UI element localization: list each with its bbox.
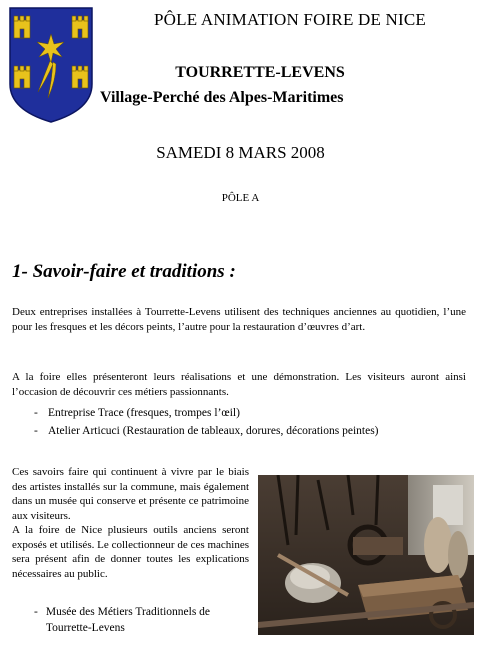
organizer-title: PÔLE ANIMATION FOIRE DE NICE bbox=[154, 10, 426, 29]
paragraph-fair: A la foire elles présenteront leurs réalisations et une démonstration. Les visiteurs auront ainsi l’occasion de découvrir ces métiers passionnants. bbox=[12, 371, 466, 398]
list-dash: - bbox=[34, 606, 38, 618]
paragraph-intro: Deux entreprises installées à Tourrette-Levens utilisent des techniques anciennes au quotidien, l’une pour les fresques et les décors peints, l’autre pour la restauration d’œuvres d’art. bbox=[12, 306, 466, 333]
workshop-tools-photo bbox=[258, 475, 474, 635]
event-date: SAMEDI 8 MARS 2008 bbox=[156, 143, 325, 162]
pole-label: PÔLE A bbox=[221, 192, 260, 204]
town-tagline: Village-Perché des Alpes-Maritimes bbox=[100, 89, 344, 106]
section-title: 1- Savoir-faire et traditions : bbox=[12, 261, 236, 282]
coat-of-arms-icon bbox=[8, 6, 94, 124]
town-title: TOURRETTE-LEVENS bbox=[175, 64, 345, 81]
list-dash: - bbox=[34, 425, 38, 437]
list-item-text: Atelier Articuci (Restauration de tableaux, dorures, décorations peintes) bbox=[48, 425, 379, 437]
museum-item bbox=[34, 604, 254, 636]
list-item-text: Entreprise Trace (fresques, trompes l’œil) bbox=[48, 407, 240, 419]
list-item bbox=[34, 404, 379, 422]
business-list bbox=[34, 404, 379, 440]
museum-name: Musée des Métiers Traditionnels de Tourrette-Levens bbox=[45, 606, 211, 634]
list-dash: - bbox=[34, 407, 38, 419]
paragraph-savoir-faire: Ces savoirs faire qui continuent à vivre par le biais des artistes installés sur la commune, mais également dans un musée qui conserve et présente ce patrimoine aux visiteurs. bbox=[12, 466, 249, 522]
list-item bbox=[34, 422, 379, 440]
paragraph-heritage bbox=[12, 465, 249, 581]
paragraph-tools: A la foire de Nice plusieurs outils anciens seront exposés et utilisés. Le collectionneur de ces machines sera présent afin de donner toutes les explications nécessaires au public. bbox=[12, 524, 249, 580]
